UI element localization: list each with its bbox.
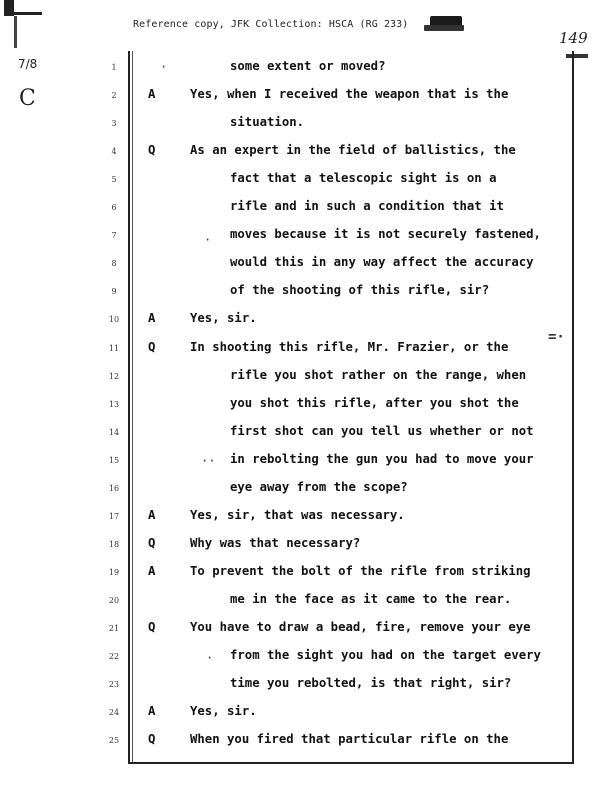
transcript-line	[0, 227, 612, 247]
speaker-label: Q	[148, 339, 156, 354]
transcript-line	[0, 368, 612, 388]
line-number: 12	[108, 371, 120, 381]
line-text: In shooting this rifle, Mr. Frazier, or the	[190, 339, 509, 354]
line-text: moves because it is not securely fastened,	[230, 227, 541, 242]
speaker-label: A	[148, 507, 156, 522]
transcript-line	[0, 199, 612, 219]
stray-mark: ·	[160, 60, 168, 74]
transcript-line	[0, 171, 612, 191]
transcript-line	[0, 424, 612, 444]
line-text: Why was that necessary?	[190, 535, 361, 550]
line-text: Yes, sir.	[190, 704, 257, 719]
line-text: would this in any way affect the accuracy	[230, 255, 534, 270]
line-text: You have to draw a bead, fire, remove your eye	[190, 620, 531, 634]
stray-mark: ·	[206, 651, 214, 665]
line-number: 1	[111, 63, 117, 72]
line-text: Yes, sir.	[190, 311, 257, 326]
line-text: When you fired that particular rifle on the	[190, 732, 509, 747]
transcript-line	[0, 732, 612, 752]
transcript-line	[0, 704, 612, 724]
line-number: 22	[108, 652, 120, 662]
stray-mark: ·	[204, 233, 212, 247]
line-text: of the shooting of this rifle, sir?	[230, 283, 490, 298]
transcript-line	[0, 508, 612, 528]
line-text: situation.	[230, 115, 305, 130]
speaker-label: A	[148, 87, 156, 102]
transcript-line	[0, 283, 612, 303]
speaker-label: Q	[148, 732, 156, 747]
transcript-line	[0, 536, 612, 556]
line-number: 5	[111, 175, 117, 185]
line-number: 7	[111, 231, 117, 241]
line-number: 10	[108, 315, 120, 325]
line-number: 8	[111, 259, 117, 269]
transcript-line	[0, 676, 612, 696]
line-number: 21	[108, 624, 120, 633]
page-number: 149	[559, 29, 588, 47]
margin-mark: C	[19, 86, 36, 111]
transcript-line	[0, 311, 612, 331]
line-number: 9	[111, 287, 117, 297]
margin-note: 7/8	[18, 57, 38, 71]
transcript-line	[0, 648, 612, 668]
transcript-line	[0, 480, 612, 500]
line-text: rifle you shot rather on the range, when	[230, 367, 527, 382]
speaker-label: A	[148, 704, 156, 719]
line-number: 3	[111, 119, 117, 129]
stray-mark: ··	[201, 454, 216, 468]
speaker-label: A	[148, 563, 156, 578]
line-text: As an expert in the field of ballistics, the	[190, 143, 516, 158]
speaker-label: Q	[148, 535, 156, 550]
line-number: 25	[108, 736, 120, 746]
speaker-label: Q	[148, 620, 156, 634]
scan-mark	[4, 12, 42, 15]
line-number: 18	[108, 539, 120, 549]
line-number: 16	[108, 483, 120, 493]
line-number: 15	[108, 455, 120, 465]
line-text: Yes, sir, that was necessary.	[190, 507, 405, 522]
transcript-line	[0, 143, 612, 163]
line-text: Yes, when I received the weapon that is the	[190, 87, 509, 102]
line-number: 17	[108, 511, 120, 521]
line-text: some extent or moved?	[230, 59, 386, 73]
line-text: rifle and in such a condition that it	[230, 199, 504, 214]
line-text: from the sight you had on the target every	[230, 648, 541, 663]
page-header: Reference copy, JFK Collection: HSCA (RG 233)	[133, 19, 409, 30]
line-number: 6	[111, 203, 117, 213]
line-text: fact that a telescopic sight is on a	[230, 171, 497, 186]
transcript-line	[0, 564, 612, 584]
transcript-line	[0, 87, 612, 107]
line-text: first shot can you tell us whether or not	[230, 423, 534, 438]
speaker-label: A	[148, 311, 156, 326]
line-number: 2	[111, 91, 117, 101]
line-number: 24	[108, 708, 120, 718]
speaker-label: Q	[148, 143, 156, 158]
line-number: 19	[108, 567, 120, 577]
line-text: you shot this rifle, after you shot the	[230, 395, 519, 410]
transcript-line	[0, 396, 612, 416]
line-text: in rebolting the gun you had to move your	[230, 451, 534, 466]
line-number: 14	[108, 427, 120, 437]
line-text: To prevent the bolt of the rifle from striking	[190, 563, 531, 578]
stray-mark: =·	[548, 329, 565, 345]
transcript-line	[0, 340, 612, 360]
line-number: 23	[108, 680, 120, 690]
line-number: 4	[111, 147, 117, 157]
transcript-line	[0, 452, 612, 472]
transcript-line	[0, 620, 612, 640]
redaction-mark	[424, 25, 464, 31]
line-number: 20	[108, 595, 120, 605]
line-number: 11	[108, 343, 120, 353]
transcript-line	[0, 59, 612, 79]
transcript-line	[0, 592, 612, 612]
line-text: eye away from the scope?	[230, 479, 408, 494]
transcript-line	[0, 255, 612, 275]
transcript-line	[0, 115, 612, 135]
line-text: me in the face as it came to the rear.	[230, 591, 512, 606]
line-number: 13	[108, 399, 120, 409]
line-text: time you rebolted, is that right, sir?	[230, 676, 512, 691]
scan-mark	[14, 16, 17, 48]
